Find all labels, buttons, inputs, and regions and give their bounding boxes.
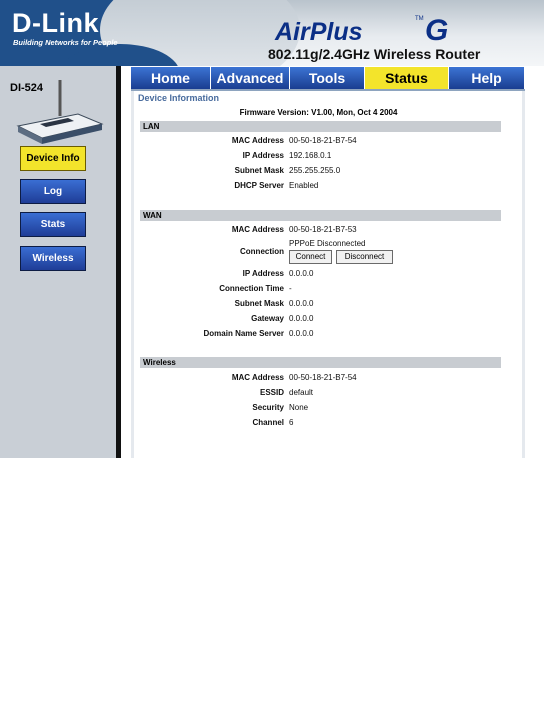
wireless-button[interactable]: Wireless [20, 246, 86, 271]
log-button[interactable]: Log [20, 179, 86, 204]
wireless-mac-label: MAC Address [231, 373, 284, 382]
product-trademark: TM [415, 16, 424, 22]
wan-section-header: WAN [140, 210, 501, 221]
wan-dns-value: 0.0.0.0 [289, 329, 314, 338]
disconnect-button[interactable]: Disconnect [336, 250, 393, 264]
wireless-channel-label: Channel [252, 418, 284, 427]
dlink-logo: D-Link [12, 8, 99, 38]
lan-mac-value: 00-50-18-21-B7-54 [289, 136, 357, 145]
lan-ip-value: 192.168.0.1 [289, 151, 332, 160]
wan-connection-time-value: - [289, 284, 292, 293]
tab-advanced[interactable]: Advanced [211, 67, 290, 89]
wireless-channel-value: 6 [289, 418, 294, 427]
wan-ip-value: 0.0.0.0 [289, 269, 314, 278]
wan-ip-label: IP Address [242, 269, 284, 278]
tab-tools[interactable]: Tools [290, 67, 365, 89]
brand-tagline: Building Networks for People [13, 38, 118, 47]
router-model-title: 802.11g/2.4GHz Wireless Router [268, 46, 481, 62]
firmware-version-text: Firmware Version: V1.00, Mon, Oct 4 2004 [239, 108, 398, 117]
wan-subnet-label: Subnet Mask [234, 299, 284, 308]
lan-dhcp-label: DHCP Server [234, 181, 284, 190]
firmware-version [0, 108, 544, 117]
airplus-logo [275, 14, 465, 48]
blank-area [0, 458, 544, 722]
tab-help[interactable]: Help [449, 67, 525, 89]
wireless-essid-label: ESSID [259, 388, 284, 397]
connect-button[interactable]: Connect [289, 250, 332, 264]
wan-dns-label: Domain Name Server [203, 329, 284, 338]
lan-subnet-label: Subnet Mask [234, 166, 284, 175]
stats-button[interactable]: Stats [20, 212, 86, 237]
wan-gateway-label: Gateway [251, 314, 284, 323]
lan-section-header: LAN [140, 121, 501, 132]
sidebar-divider [116, 66, 121, 458]
wireless-section-header: Wireless [140, 357, 501, 368]
wan-gateway-value: 0.0.0.0 [289, 314, 314, 323]
page-title: Device Information [138, 93, 220, 103]
lan-mac-label: MAC Address [231, 136, 284, 145]
device-model-label: DI-524 [10, 82, 44, 94]
lan-subnet-value: 255.255.255.0 [289, 166, 341, 175]
sidebar [0, 66, 116, 458]
header [0, 0, 544, 66]
product-prefix: AirPlus [275, 18, 363, 46]
tab-home[interactable]: Home [131, 67, 211, 89]
wireless-security-label: Security [252, 403, 284, 412]
wireless-mac-value: 00-50-18-21-B7-54 [289, 373, 357, 382]
wireless-essid-value: default [289, 388, 314, 397]
wan-subnet-value: 0.0.0.0 [289, 299, 314, 308]
device-info-button[interactable]: Device Info [20, 146, 86, 171]
wireless-security-value: None [289, 403, 309, 412]
wan-connection-status: PPPoE Disconnected [289, 239, 366, 248]
tab-status[interactable]: Status [365, 67, 449, 89]
wan-mac-value: 00-50-18-21-B7-53 [289, 225, 357, 234]
main-tabs [131, 67, 525, 89]
wan-mac-label: MAC Address [231, 225, 284, 234]
lan-ip-label: IP Address [242, 151, 284, 160]
product-suffix: G [425, 14, 449, 47]
status-content-panel [131, 91, 525, 458]
wan-connection-time-label: Connection Time [219, 284, 284, 293]
wan-connection-label: Connection [240, 247, 284, 256]
lan-dhcp-value: Enabled [289, 181, 319, 190]
